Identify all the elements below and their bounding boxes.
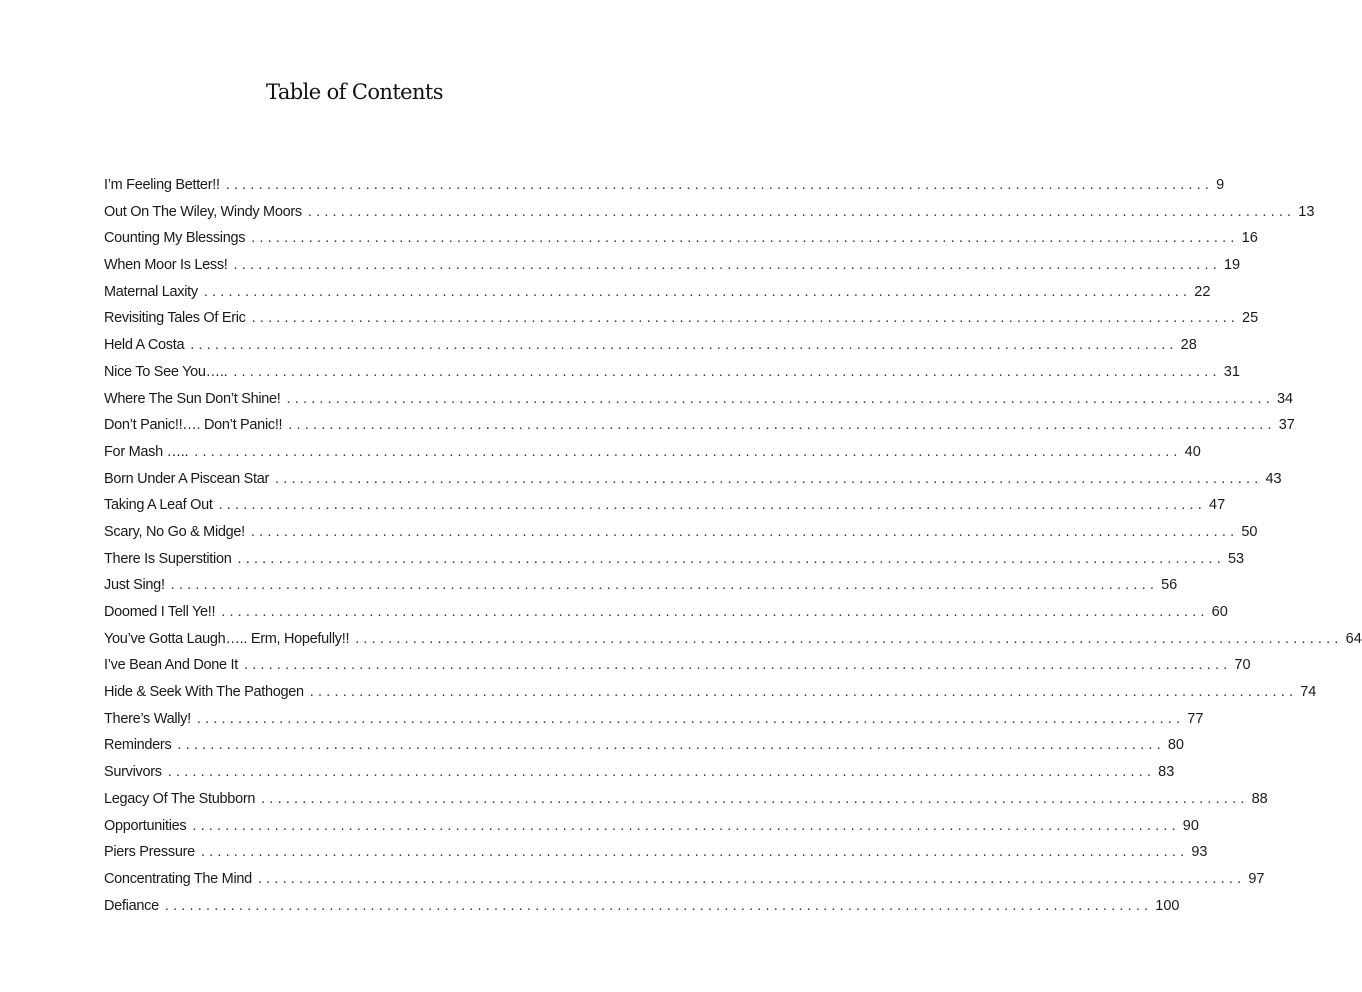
toc-entry-title: Survivors [104, 764, 162, 781]
dot-leader: ........................................................................................................................ [286, 390, 1274, 407]
toc-entry-title: You’ve Gotta Laugh….. Erm, Hopefully!! [104, 630, 350, 647]
dot-leader: ........................................................................................................................ [218, 497, 1207, 514]
toc-entry-title: Scary, No Go & Midge! [104, 523, 245, 540]
toc-entry-title: Don’t Panic!!…. Don’t Panic!! [104, 417, 283, 434]
dot-leader: ........................................................................................................................ [167, 764, 1156, 781]
dot-leader: ........................................................................................................................ [221, 604, 1209, 620]
toc-entry[interactable] [104, 732, 1184, 759]
toc-entry-page-number: 77 [1187, 710, 1204, 727]
toc-entry[interactable] [104, 572, 1178, 599]
toc-entry-title: I’ve Bean And Done It [104, 657, 238, 674]
dot-leader: ........................................................................................................................ [307, 203, 1296, 220]
toc-entry[interactable] [104, 893, 1180, 920]
toc-entry-page-number: 34 [1276, 390, 1294, 407]
dot-leader: ........................................................................................................................ [192, 817, 1180, 834]
dot-leader: ........................................................................................................................ [243, 657, 1232, 674]
toc-entry-title: Taking A Leaf Out [104, 497, 213, 514]
toc-entry[interactable] [104, 679, 1317, 706]
toc-entry-page-number: 16 [1241, 230, 1258, 247]
table-of-contents [104, 172, 1362, 919]
toc-entry[interactable] [104, 172, 1225, 199]
toc-entry-title: I’m Feeling Better!! [104, 177, 220, 193]
toc-entry[interactable] [104, 599, 1228, 626]
dot-leader: ........................................................................................................................ [251, 310, 1240, 327]
toc-entry-page-number: 88 [1251, 790, 1268, 807]
toc-entry-title: There’s Wally! [104, 710, 191, 727]
toc-entry-page-number: 40 [1184, 443, 1201, 460]
toc-entry-page-number: 50 [1241, 523, 1258, 540]
toc-entry-title: Reminders [104, 737, 172, 754]
toc-entry-title: Opportunities [104, 817, 187, 834]
toc-entry-title: Born Under A Piscean Star [104, 470, 269, 487]
toc-entry[interactable] [104, 199, 1315, 226]
dot-leader: ........................................................................................................................ [309, 684, 1298, 701]
toc-entry-title: Held A Costa [104, 337, 185, 354]
toc-entry-page-number: 22 [1194, 283, 1211, 300]
toc-entry[interactable] [104, 652, 1251, 679]
toc-entry-page-number: 64 [1345, 630, 1362, 647]
toc-entry-page-number: 9 [1216, 177, 1225, 193]
toc-entry-page-number: 43 [1265, 470, 1282, 487]
toc-entry-title: Maternal Laxity [104, 283, 198, 300]
toc-entry-title: Piers Pressure [104, 844, 195, 861]
toc-entry-title: Defiance [104, 897, 159, 914]
toc-entry-page-number: 47 [1209, 497, 1226, 514]
toc-entry[interactable] [104, 439, 1201, 466]
toc-entry-page-number: 80 [1167, 737, 1184, 754]
toc-entry[interactable] [104, 305, 1259, 332]
toc-entry[interactable] [104, 813, 1199, 840]
dot-leader: ........................................................................................................................ [355, 630, 1343, 647]
dot-leader: ........................................................................................................................ [288, 417, 1276, 434]
toc-entry-title: Nice To See You….. [104, 363, 228, 380]
dot-leader: ........................................................................................................................ [203, 283, 1192, 300]
dot-leader: ........................................................................................................................ [164, 897, 1153, 914]
toc-entry-page-number: 25 [1242, 310, 1259, 327]
dot-leader: ........................................................................................................................ [190, 337, 1178, 354]
toc-entry-title: Revisiting Tales Of Eric [104, 310, 246, 327]
toc-entry[interactable] [104, 786, 1268, 813]
toc-entry[interactable] [104, 332, 1197, 359]
dot-leader: ........................................................................................................................ [196, 710, 1185, 727]
toc-entry-title: Counting My Blessings [104, 230, 246, 247]
toc-entry[interactable] [104, 466, 1282, 493]
dot-leader: ........................................................................................................................ [275, 470, 1263, 487]
dot-leader: ........................................................................................................................ [200, 844, 1189, 861]
toc-entry-page-number: 31 [1223, 363, 1240, 380]
toc-entry-page-number: 19 [1223, 257, 1241, 274]
toc-entry-page-number: 74 [1300, 684, 1317, 701]
toc-entry[interactable] [104, 386, 1294, 413]
toc-entry[interactable] [104, 279, 1211, 306]
toc-entry[interactable] [104, 866, 1265, 893]
toc-entry[interactable] [104, 492, 1226, 519]
dot-leader: ........................................................................................................................ [177, 737, 1165, 754]
toc-entry-page-number: 90 [1182, 817, 1199, 834]
toc-entry-page-number: 37 [1278, 417, 1295, 434]
toc-entry-title: When Moor Is Less! [104, 257, 228, 274]
toc-entry[interactable] [104, 706, 1204, 733]
toc-entry[interactable] [104, 759, 1175, 786]
toc-entry-title: Hide & Seek With The Pathogen [104, 684, 304, 701]
dot-leader: ........................................................................................................................ [194, 443, 1182, 460]
toc-entry[interactable] [104, 359, 1240, 386]
dot-leader: ........................................................................................................................ [261, 790, 1249, 807]
toc-entry[interactable] [104, 252, 1241, 279]
toc-entry-title: Where The Sun Don’t Shine! [104, 390, 281, 407]
toc-entry-page-number: 70 [1234, 657, 1251, 674]
toc-entry-page-number: 100 [1155, 897, 1180, 914]
toc-entry-page-number: 93 [1191, 844, 1208, 861]
dot-leader: ........................................................................................................................ [250, 523, 1239, 540]
toc-entry-title: Out On The Wiley, Windy Moors [104, 203, 302, 220]
toc-entry[interactable] [104, 626, 1362, 653]
toc-entry-title: Doomed I Tell Ye!! [104, 604, 216, 620]
toc-entry[interactable] [104, 546, 1245, 573]
toc-entry[interactable] [104, 412, 1295, 439]
toc-entry[interactable] [104, 225, 1258, 252]
toc-entry-page-number: 53 [1227, 550, 1245, 567]
toc-entry-page-number: 83 [1158, 764, 1175, 781]
toc-entry-title: Just Sing! [104, 577, 165, 594]
toc-entry-title: Concentrating The Mind [104, 870, 252, 887]
toc-entry[interactable] [104, 839, 1208, 866]
toc-entry-page-number: 60 [1211, 604, 1228, 620]
toc-entry-title: Legacy Of The Stubborn [104, 790, 256, 807]
toc-entry-page-number: 56 [1161, 577, 1178, 594]
toc-entry-page-number: 97 [1248, 870, 1265, 887]
dot-leader: ........................................................................................................................ [237, 550, 1225, 567]
dot-leader: ........................................................................................................................ [233, 363, 1221, 380]
dot-leader: ........................................................................................................................ [170, 577, 1159, 594]
toc-entry-page-number: 13 [1298, 203, 1315, 220]
page-title: Table of Contents [266, 80, 443, 104]
dot-leader: ........................................................................................................................ [257, 870, 1246, 887]
dot-leader: ........................................................................................................................ [251, 230, 1239, 247]
toc-entry-title: There Is Superstition [104, 550, 232, 567]
toc-entry-page-number: 28 [1180, 337, 1197, 354]
toc-entry-title: For Mash ….. [104, 443, 189, 460]
dot-leader: ........................................................................................................................ [233, 257, 1221, 274]
dot-leader: ........................................................................................................................ [225, 177, 1214, 193]
toc-entry[interactable] [104, 519, 1258, 546]
